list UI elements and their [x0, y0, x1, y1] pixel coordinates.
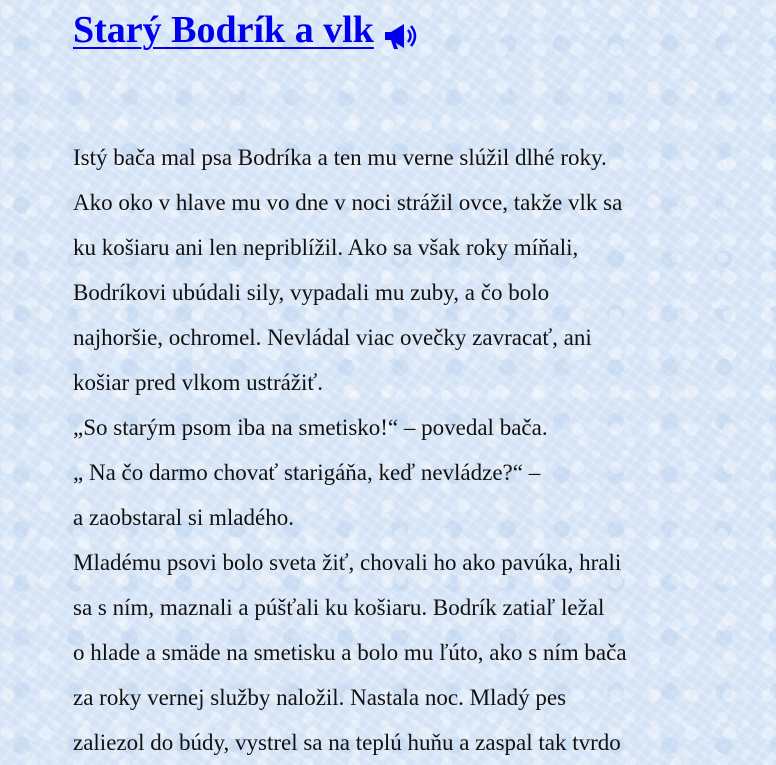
story-line: najhoršie, ochromel. Nevládal viac ovečky zavracať, ani — [73, 325, 592, 350]
story-line: „ Na čo darmo chovať starigáňa, keď nevládze?“ – — [73, 460, 541, 485]
story-line: o hlade a smäde na smetisku a bolo mu ľúto, ako s ním bača — [73, 640, 627, 665]
story-line: košiar pred vlkom ustrážiť. — [73, 370, 323, 395]
story-line: Istý bača mal psa Bodríka a ten mu verne slúžil dlhé roky. — [73, 145, 607, 170]
story-line: za roky vernej služby naložil. Nastala noc. Mladý pes — [73, 685, 567, 710]
story-line: „So starým psom iba na smetisko!“ – povedal bača. — [73, 415, 548, 440]
page-title-row — [73, 6, 418, 54]
speaker-icon[interactable] — [382, 15, 418, 45]
story-line: ku košiaru ani len nepriblížil. Ako sa však roky míňali, — [73, 235, 579, 260]
story-text — [73, 135, 723, 765]
page-title: Starý Bodrík a vlk — [73, 9, 374, 51]
story-line: zaliezol do búdy, vystrel sa na teplú huňu a zaspal tak tvrdo — [73, 730, 621, 755]
story-line: Mladému psovi bolo sveta žiť, chovali ho ako pavúka, hrali — [73, 550, 622, 575]
story-line: Bodríkovi ubúdali sily, vypadali mu zuby, a čo bolo — [73, 280, 550, 305]
story-line: Ako oko v hlave mu vo dne v noci strážil ovce, takže vlk sa — [73, 190, 623, 215]
story-line: a zaobstaral si mladého. — [73, 505, 294, 530]
title-link[interactable] — [73, 6, 418, 54]
story-line: sa s ním, maznali a púšťali ku košiaru. Bodrík zatiaľ ležal — [73, 595, 605, 620]
